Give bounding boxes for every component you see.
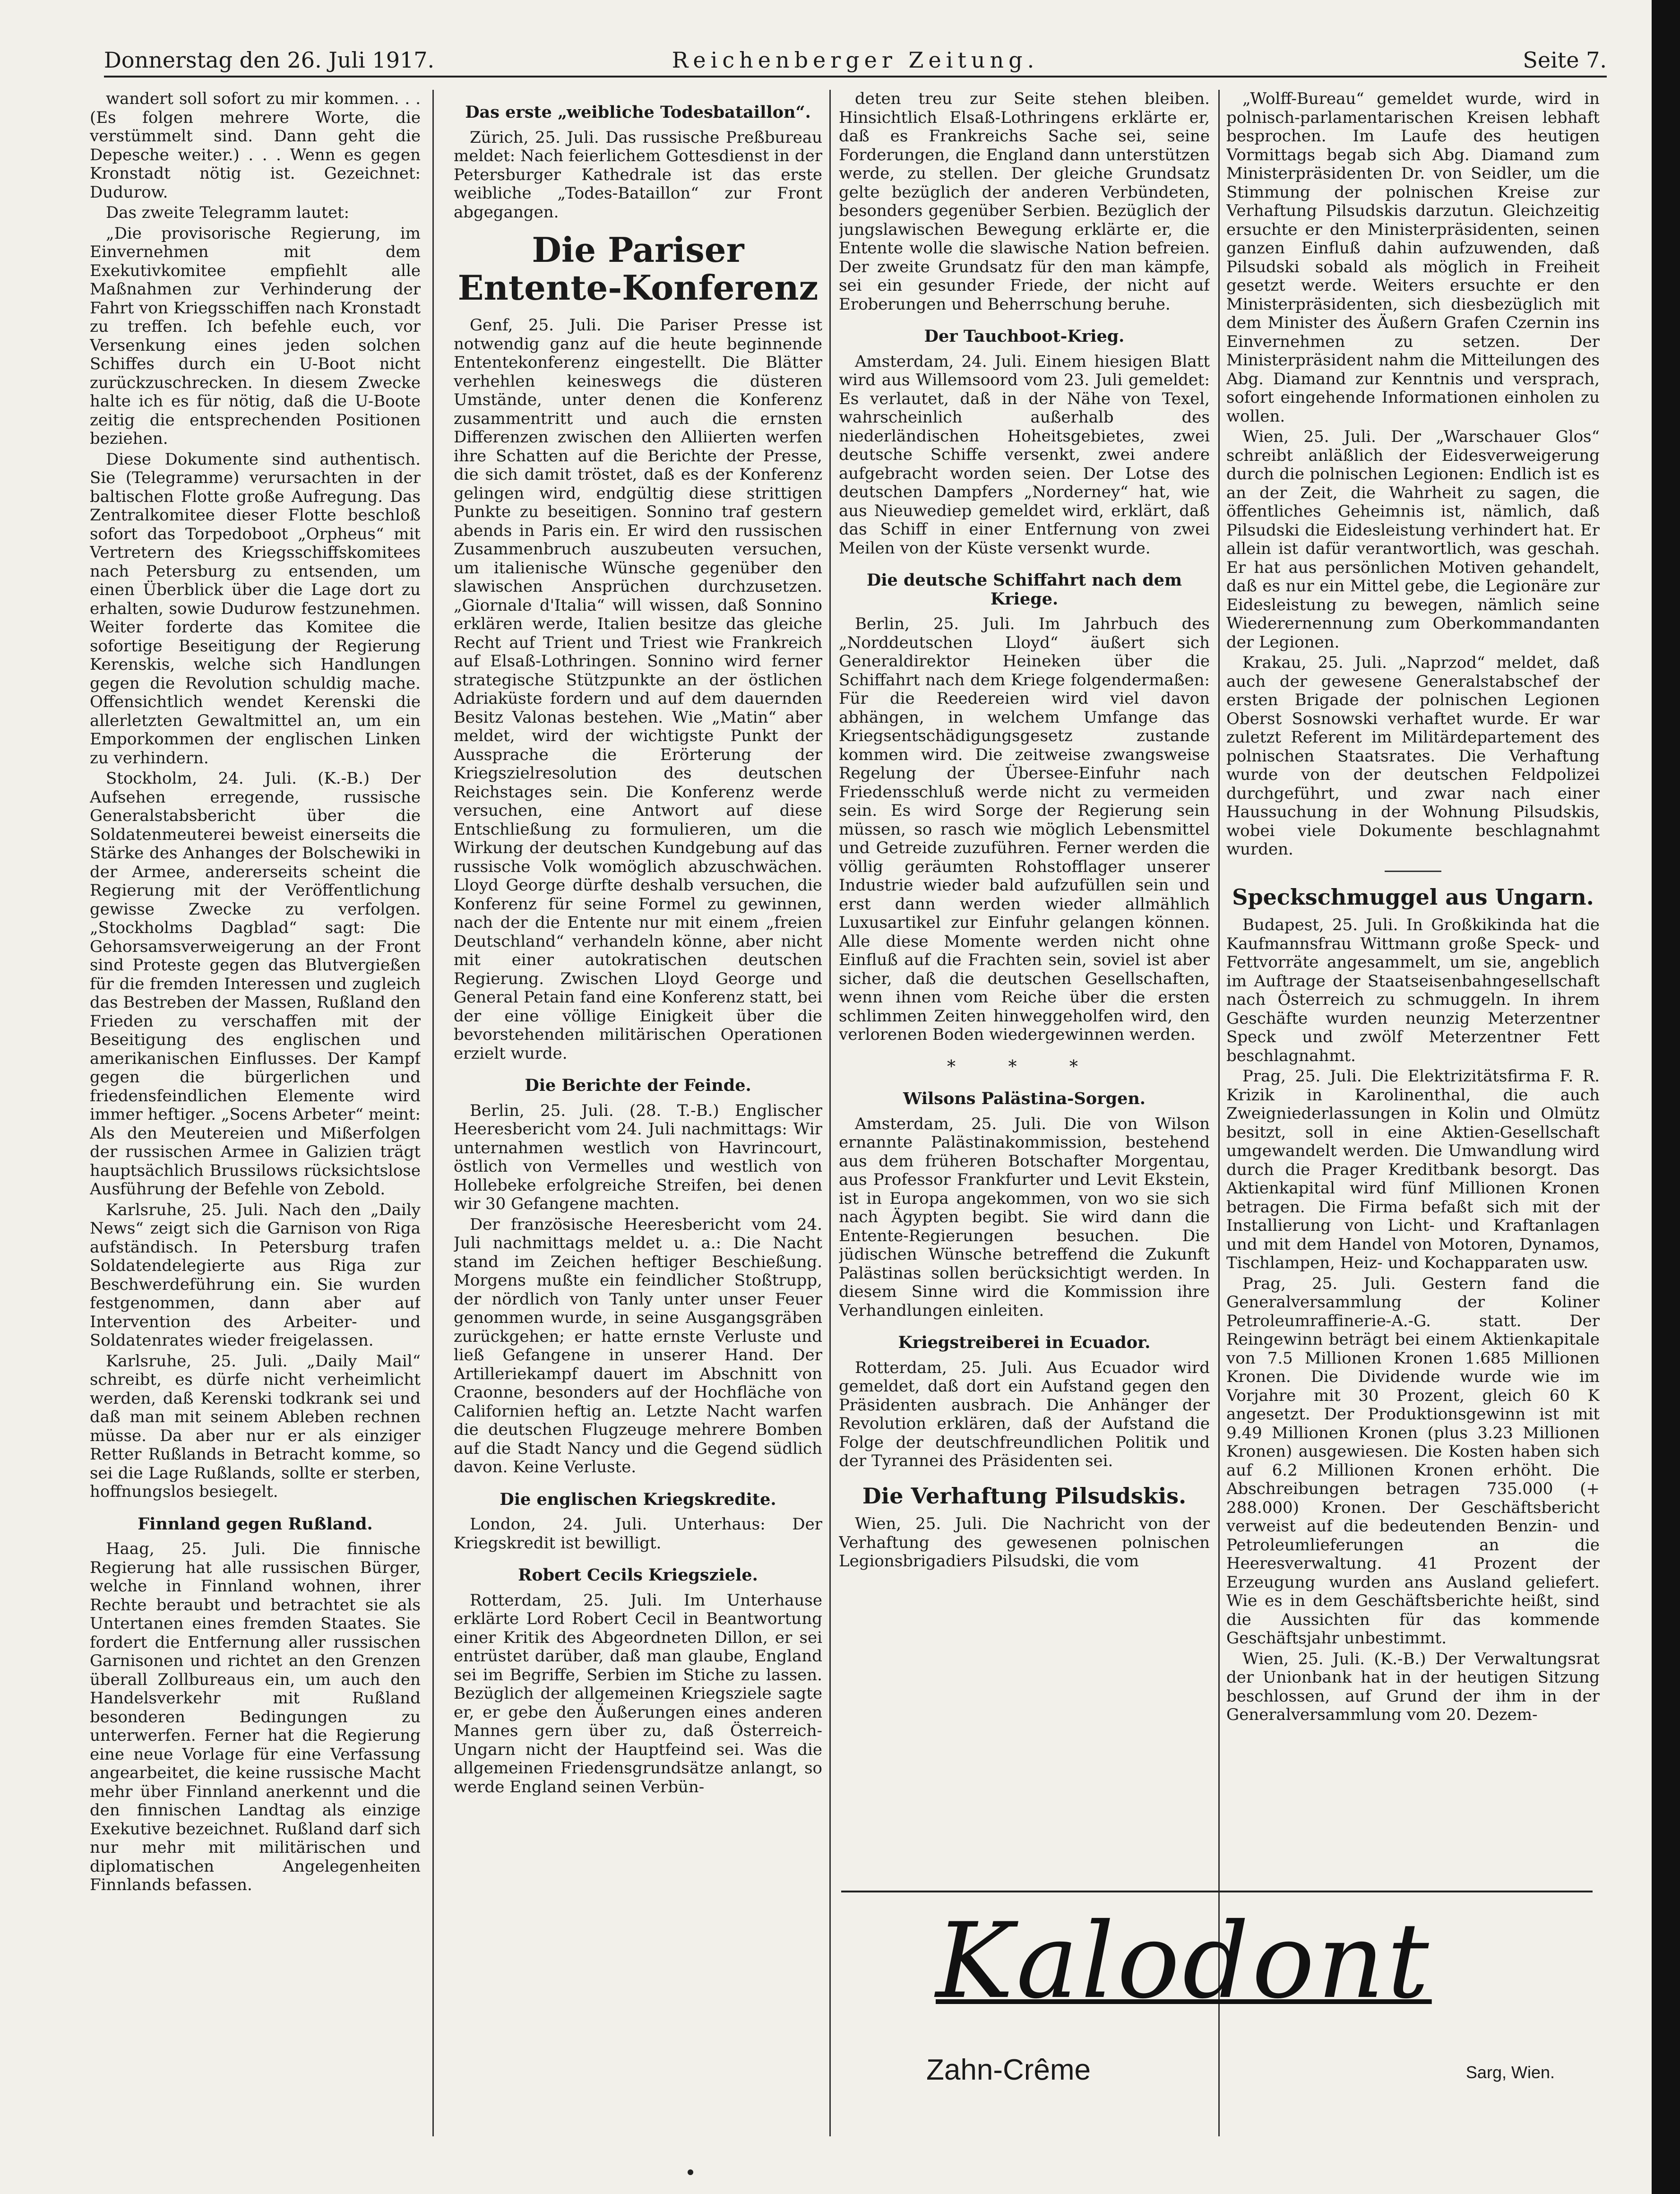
section-heading: Die Verhaftung Pilsudskis. (862, 1483, 1187, 1509)
column-2 (454, 90, 822, 2122)
section-heading: Das erste „weibliche Todesbataillon“. (465, 103, 811, 122)
article-paragraph: Diese Dokumente sind authentisch. Sie (Telegramme) verursachten in der baltischen Flotte große Aufregung. Das Zentralkomitee dieser Flotte beschloß sofort das Torpedoboot „Orpheus“ mit Vertretern des Kriegsschiffskomitees nach Petersburg zu entsenden, um einen Überblick über die Lage dort zu erhalten, sowie Dudurow festzunehmen. Weiter forderte das Komitee die sofortige Beseitigung der Regierung Kerenskis, welche sich Handlungen gegen die Revolution schuldig mache. Offensichtlich wendet Kerenski die allerletzten Gewaltmittel an, um ein Emporkommen der englischen Linken zu verhindern. (90, 449, 421, 768)
issue-date: Donnerstag den 26. Juli 1917. (104, 47, 435, 73)
column-4 (1226, 90, 1600, 2122)
article-paragraph: wandert soll sofort zu mir kommen. . . (Es folgen mehrere Worte, die verstümmelt sind. Dann geht die Depesche weiter.) . . . Wenn es gegen Kronstadt nötig ist. Gezeichnet: Dudurow. (90, 90, 421, 202)
column-divider (829, 90, 831, 2136)
article-paragraph: Zürich, 25. Juli. Das russische Preßbureau meldet: Nach feierlichem Gottesdienst in der Petersburger Kathedrale ist das erste weibliche „Todes-Bataillon“ zur Front abgegangen. (454, 128, 822, 222)
main-headline: Die Pariser Entente-Konferenz (457, 230, 818, 308)
section-heading: Robert Cecils Kriegsziele. (518, 1565, 758, 1585)
ad-brand-logo: Kalodont (936, 1900, 1432, 2021)
article-paragraph: Krakau, 25. Juli. „Naprzod“ meldet, daß auch der gewesene Generalstabschef der ersten Brigade der polnischen Legionen Oberst Sosnowski verhaftet wurde. Er war zuletzt Referent im Militärdepartement des polnischen Staatsrates. Die Verhaftung wurde von der deutschen Feldpolizei durchgeführt, und zwar nach einer Haussuchung in der Wohnung Pilsudskis, wobei viele Dokumente beschlagnahmt wurden. (1226, 653, 1600, 859)
article-paragraph: Haag, 25. Juli. Die finnische Regierung hat alle russischen Bürger, welche in Finnland wohnen, ihrer Rechte beraubt und betrachtet sie als Untertanen eines fremden Staates. Sie fordert die Entfernung aller russischen Garnisonen und richtet an den Grenzen überall Zollbureaus ein, um auch den Handelsverkehr mit Rußland besonderen Bedingungen zu unterwerfen. Ferner hat die Regierung eine neue Vorlage für eine Verfassung angearbeitet, die keine russische Macht mehr über Finnland anerkennt und die den finnischen Landtag als einzige Exekutive bezeichnet. Rußland darf sich nur mehr mit militärischen und diplomatischen Angelegenheiten Finnlands befassen. (90, 1539, 421, 1894)
article-paragraph: Prag, 25. Juli. Gestern fand die Generalversammlung der Koliner Petroleumraffinerie-A.-G. statt. Der Reingewinn beträgt bei einem Aktienkapitale von 7.5 Millionen Kronen 1.685 Millionen Kronen. Die Dividende wurde wie im Vorjahre mit 30 Prozent, gleich 60 K angesetzt. Der Produktionsgewinn ist mit 9.49 Millionen Kronen (plus 3.23 Millionen Kronen) ausgewiesen. Die Kosten haben sich auf 6.2 Millionen Kronen erhöht. Die Abschreibungen betragen 735.000 (+ 288.000) Kronen. Der Geschäftsbericht verweist auf die bedeutenden Benzin- und Petroleumlieferungen an die Heeresverwaltung. 41 Prozent der Erzeugung wurden ans Ausland geliefert. Wie es in dem Geschäftsberichte heißt, sind die Aussichten für das kommende Geschäftsjahr unbestimmt. (1226, 1274, 1600, 1648)
section-heading: Wilsons Palästina-Sorgen. (903, 1089, 1146, 1108)
ad-manufacturer: Sarg, Wien. (1465, 2063, 1555, 2082)
column-1 (90, 90, 421, 2122)
article-paragraph: Amsterdam, 25. Juli. Die von Wilson ernannte Palästinakommission, bestehend aus dem früheren Botschafter Morgentau, aus Professor Frankfurter und Levit Ekstein, ist in Europa angekommen, von wo sie sich nach Ägypten begibt. Sie wird dann die Entente-Regierungen besuchen. Die jüdischen Wünsche betreffend die Zukunft Palästinas sollen berücksichtigt werden. In diesem Sinne wird die Kommission ihre Verhandlungen einleiten. (839, 1114, 1210, 1320)
article-paragraph: Rotterdam, 25. Juli. Im Unterhause erklärte Lord Robert Cecil in Beantwortung einer Kritik des Abgeordneten Dillon, er sei entrüstet darüber, daß man glaube, England sei im Begriffe, Serbien im Stiche zu lassen. Bezüglich der allgemeinen Kriegsziele sagte er, er gebe den Äußerungen eines anderen Mannes gern über zu, daß Österreich-Ungarn nicht der Hauptfeind sei. Was die allgemeinen Friedensgrundsätze anlangt, so werde England seinen Verbün- (454, 1590, 822, 1797)
section-heading: Der Tauchboot-Krieg. (924, 327, 1125, 346)
article-paragraph: Der französische Heeresbericht vom 24. Juli nachmittags meldet u. a.: Die Nacht stand im Zeichen heftiger Beschießung. Morgens mußte ein feindlicher Stoßtrupp, der nördlich von Tanly unter unser Feuer genommen wurde, in seine Ausgangsgräben zurückgehen; er hatte ernste Verluste und ließ Gefangene in unserer Hand. Der Artilleriekampf dauert im Abschnitt von Craonne, besonders auf der Hochfläche von Californien heftig an. Letzte Nacht warfen die deutschen Flugzeuge mehrere Bomben auf die Stadt Nancy und die Gegend südlich davon. Keine Verluste. (454, 1215, 822, 1477)
article-paragraph: Karlsruhe, 25. Juli. „Daily Mail“ schreibt, es dürfe nicht verheimlicht werden, daß Kerenski todkrank sei und daß man mit seinem Ableben rechnen müsse. Da aber nur er als einziger Retter Rußlands in Betracht komme, so sei die Lage Rußlands, sollte er sterben, hoffnungslos besiegelt. (90, 1351, 421, 1501)
column-divider (1218, 90, 1220, 2136)
ad-product-name: Zahn-Crême (926, 2054, 1091, 2086)
article-paragraph: deten treu zur Seite stehen bleiben. Hinsichtlich Elsaß-Lothringens erklärte er, daß es Frankreichs Sache sei, seine Forderungen, die England dann unterstützen werde, zu stellen. Der gleiche Grundsatz gelte bezüglich der anderen Verbündeten, besonders gegenüber Serbien. Bezüglich der jungslawischen Bewegung erklärte er, die Entente wolle die slawische Nation befreien. Der zweite Grundsatz für den man kämpfe, sei ein gesunder Friede, der nicht auf Eroberungen und Beherrschung beruhe. (839, 90, 1210, 314)
advertisement (841, 1891, 1593, 2138)
newspaper-title: Reichenberger Zeitung. (672, 47, 1039, 73)
article-paragraph: Wien, 25. Juli. (K.-B.) Der Verwaltungsrat der Unionbank hat in der heutigen Sitzung beschlossen, auf Grund der ihm in der Generalversammlung vom 20. Dezem- (1226, 1649, 1600, 1724)
article-paragraph: Berlin, 25. Juli. Im Jahrbuch des „Norddeutschen Lloyd“ äußert sich Generaldirektor Heineken über die Schiffahrt nach dem Kriege folgendermaßen: Für die Reedereien wird viel davon abhängen, in welchem Umfange das Kriegsentschädigungsgesetz zustande kommen wird. Die zeitweise zwangsweise Regelung der Übersee-Einfuhr nach Friedensschluß werde nicht zu vermeiden sein. Es wird Sorge der Regierung sein müssen, so rasch wie möglich Lebensmittel und Getreide zuzuführen. Ferner werden die völlig geräumten Rohstofflager unserer Industrie wieder bald aufzufüllen sein und erst dann werden wieder allmählich Luxusartikel zur Einfuhr gelangen können. Alle diese Momente werden nicht ohne Einfluß auf die Frachten sein, soviel ist aber sicher, daß die deutschen Gesellschaften, wenn ihnen vom Reiche über die ersten schlimmen Zeiten hinweggeholfen wird, den verlorenen Boden wiedergewinnen werden. (839, 614, 1210, 1044)
section-heading: Die englischen Kriegskredite. (500, 1489, 776, 1509)
article-paragraph: Budapest, 25. Juli. In Großkikinda hat die Kaufmannsfrau Wittmann große Speck- und Fettvorräte angesammelt, um sie, angeblich im Auftrage der Staatseisenbahngesellschaft nach Österreich zu schmuggeln. In ihrem Geschäfte wurden neunzig Meterzentner Speck und zwölf Meterzentner Fett beschlagnahmt. (1226, 916, 1600, 1065)
section-heading: Finnland gegen Rußland. (138, 1514, 373, 1534)
article-paragraph: Berlin, 25. Juli. (28. T.-B.) Englischer Heeresbericht vom 24. Juli nachmittags: Wir unternahmen westlich von Havrincourt, östlich von Vermelles und westlich von Hollebeke erfolgreiche Streifen, bei denen wir 30 Gefangene machten. (454, 1101, 822, 1213)
section-heading: Speckschmuggel aus Ungarn. (1232, 884, 1594, 910)
article-paragraph: Stockholm, 24. Juli. (K.-B.) Der Aufsehen erregende, russische Generalstabsbericht über die Soldatenmeuterei beweist einerseits die Stärke des Anhanges der Bolschewiki in der Armee, andererseits scheint die Regierung mit der Veröffentlichung gewisse Zwecke zu verfolgen. „Stockholms Dagblad“ sagt: Die Gehorsamsverweigerung an der Front sind Proteste gegen das Blutvergießen für die fremden Interessen und zugleich das Bestreben der Massen, Rußland den Frieden zu verschaffen mit der Beseitigung des englischen und amerikanischen Einflusses. Der Kampf gegen die bürgerlichen und friedensfeindlichen Elemente wird immer heftiger. „Socens Arbeter“ meint: Als den Meutereien und Mißerfolgen der russischen Armee in Galizien trägt hauptsächlich Brussilows rücksichtslose Ausführung der Befehle von Zebold. (90, 769, 421, 1199)
article-paragraph: London, 24. Juli. Unterhaus: Der Kriegskredit ist bewilligt. (454, 1515, 822, 1553)
article-paragraph: Karlsruhe, 25. Juli. Nach den „Daily News“ zeigt sich die Garnison von Riga aufständisch. In Petersburg trafen Soldatendelegierte aus Riga zur Beschwerdeführung ein. Sie wurden festgenommen, dann aber auf Intervention des Arbeiter- und Soldatenrates wieder freigelassen. (90, 1200, 421, 1350)
page-header (104, 47, 1607, 78)
article-paragraph: Genf, 25. Juli. Die Pariser Presse ist notwendig ganz auf die heute beginnende Ententekonferenz eingestellt. Die Blätter verhehlen keineswegs die düsteren Umstände, unter denen die Konferenz zusammentritt und auch die ernsten Differenzen zwischen den Alliierten werfen ihre Schatten auf die Berichte der Presse, die sich damit tröstet, daß es der Konferenz gelingen wird, endgültig diese strittigen Punkte zu beseitigen. Sonnino traf gestern abends in Paris ein. Er wird den russischen Zusammenbruch auszubeuten versuchen, um italienische Wünsche gegenüber den slawischen Ansprüchen durchzusetzen. „Giornale d'Italia“ will wissen, daß Sonnino erklären werde, Italien besitze das gleiche Recht auf Trient und Triest wie Frankreich auf Elsaß-Lothringen. Sonnino wird ferner strategische Stützpunkte an der östlichen Adriaküste fordern und auf dem dauernden Besitz Valonas bestehen. Wie „Matin“ aber meldet, wird der wichtigste Punkt der Aussprache die Erörterung der Kriegszielresolution des deutschen Reichstages sein. Die Konferenz werde versuchen, eine Antwort auf diese Entschließung zu formulieren, um die Wirkung der deutschen Kundgebung auf das russische Volk womöglich abzuschwächen. Lloyd George dürfte deshalb versuchen, die Konferenz für seine Formel zu gewinnen, nach der die Entente nur mit einem „freien Deutschland“ verhandeln könne, aber nicht mit einer autokratischen deutschen Regierung. Zwischen Lloyd George und General Petain fand eine Konferenz statt, bei der eine völlige Einigkeit über die bevorstehenden militärischen Operationen erzielt wurde. (454, 316, 822, 1063)
section-separator: * * * (947, 1057, 1102, 1077)
article-paragraph: „Wolff-Bureau“ gemeldet wurde, wird in polnisch-parlamentarischen Kreisen lebhaft besprochen. Im Laufe des heutigen Vormittags begab sich Abg. Diamand zum Ministerpräsidenten Dr. von Seidler, um die Stimmung der polnischen Kreise zur Verhaftung Pilsudskis darzutun. Gleichzeitig ersuchte er den Ministerpräsidenten, seinen ganzen Einfluß dahin aufzuwenden, daß Pilsudski sobald als möglich in Freiheit gesetzt werde. Weiters ersuchte er den Ministerpräsidenten, sich diesbezüglich mit dem Minister des Äußern Grafen Czernin ins Einvernehmen zu setzen. Der Ministerpräsident nahm die Mitteilungen des Abg. Diamand zur Kenntnis und versprach, sofort eingehende Informationen einholen zu wollen. (1226, 90, 1600, 426)
section-heading: Kriegstreiberei in Ecuador. (898, 1333, 1151, 1352)
article-paragraph: Wien, 25. Juli. Der „Warschauer Glos“ schreibt anläßlich der Eidesverweigerung durch die polnischen Legionen: Endlich ist es an der Zeit, die Wahrheit zu sagen, die öffentliches Geheimnis ist, nämlich, daß Pilsudski die Eidesleistung verhindert hat. Er allein ist dafür verantwortlich, was geschah. Er hat aus persönlichen Motiven gehandelt, daß es nur ein Mittel gebe, die Legionäre zur Eidesleistung zu bewegen, nämlich seine Wiederernennung zum Oberkommandanten der Legionen. (1226, 427, 1600, 652)
article-paragraph: Rotterdam, 25. Juli. Aus Ecuador wird gemeldet, daß dort ein Aufstand gegen den Präsidenten ausbrach. Die Anhänger der Revolution erklären, daß der Aufstand die Folge der deutschfreundlichen Politik und der Tyrannei des Präsidenten sei. (839, 1358, 1210, 1470)
article-paragraph: Wien, 25. Juli. Die Nachricht von der Verhaftung des gewesenen polnischen Legionsbrigadiers Pilsudski, die vom (839, 1514, 1210, 1571)
section-heading: Die deutsche Schiffahrt nach dem Kriege. (866, 570, 1182, 609)
article-paragraph: Das zweite Telegramm lautet: (106, 203, 350, 222)
divider (1385, 871, 1441, 872)
article-paragraph: Amsterdam, 24. Juli. Einem hiesigen Blatt wird aus Willemsoord vom 23. Juli gemeldet: Es verlautet, daß in der Nähe von Texel, wahrscheinlich außerhalb des niederländischen Hoheitsgebietes, zwei deutsche Schiffe versenkt, zwei andere aufgebracht worden seien. Der Lotse des deutschen Dampfers „Norderney“ hat, wie aus Nieuwediep gemeldet wird, erklärt, daß das Schiff in einer Entfernung von zwei Meilen von der Küste versenkt wurde. (839, 352, 1210, 558)
section-heading: Die Berichte der Feinde. (525, 1076, 751, 1095)
page-number: Seite 7. (1523, 47, 1607, 73)
column-divider (432, 90, 434, 2136)
print-speck (688, 2169, 693, 2175)
article-paragraph: „Die provisorische Regierung, im Einvernehmen mit dem Exekutivkomitee empfiehlt alle Maßnahmen zur Verhinderung der Fahrt von Kriegsschiffen nach Kronstadt zu treffen. Ich befehle euch, vor Versenkung eines jeden solchen Schiffes durch ein U-Boot nicht zurückzuschrecken. In diesem Zwecke halte ich es für nötig, daß die U-Boote zeitig die entsprechenden Positionen beziehen. (90, 224, 421, 448)
column-3 (839, 90, 1210, 2122)
article-paragraph: Prag, 25. Juli. Die Elektrizitätsfirma F. R. Krizik in Karolinenthal, die auch Zweigniederlassungen in Kolin und Olmütz besitzt, soll in eine Aktien-Gesellschaft umgewandelt werden. Die Umwandlung wird durch die Prager Kreditbank besorgt. Das Aktienkapital wird fünf Millionen Kronen betragen. Die Firma befaßt sich mit der Installierung von Licht- und Kraftanlagen und mit dem Handel von Motoren, Dynamos, Tischlampen, Heiz- und Kochapparaten usw. (1226, 1067, 1600, 1272)
